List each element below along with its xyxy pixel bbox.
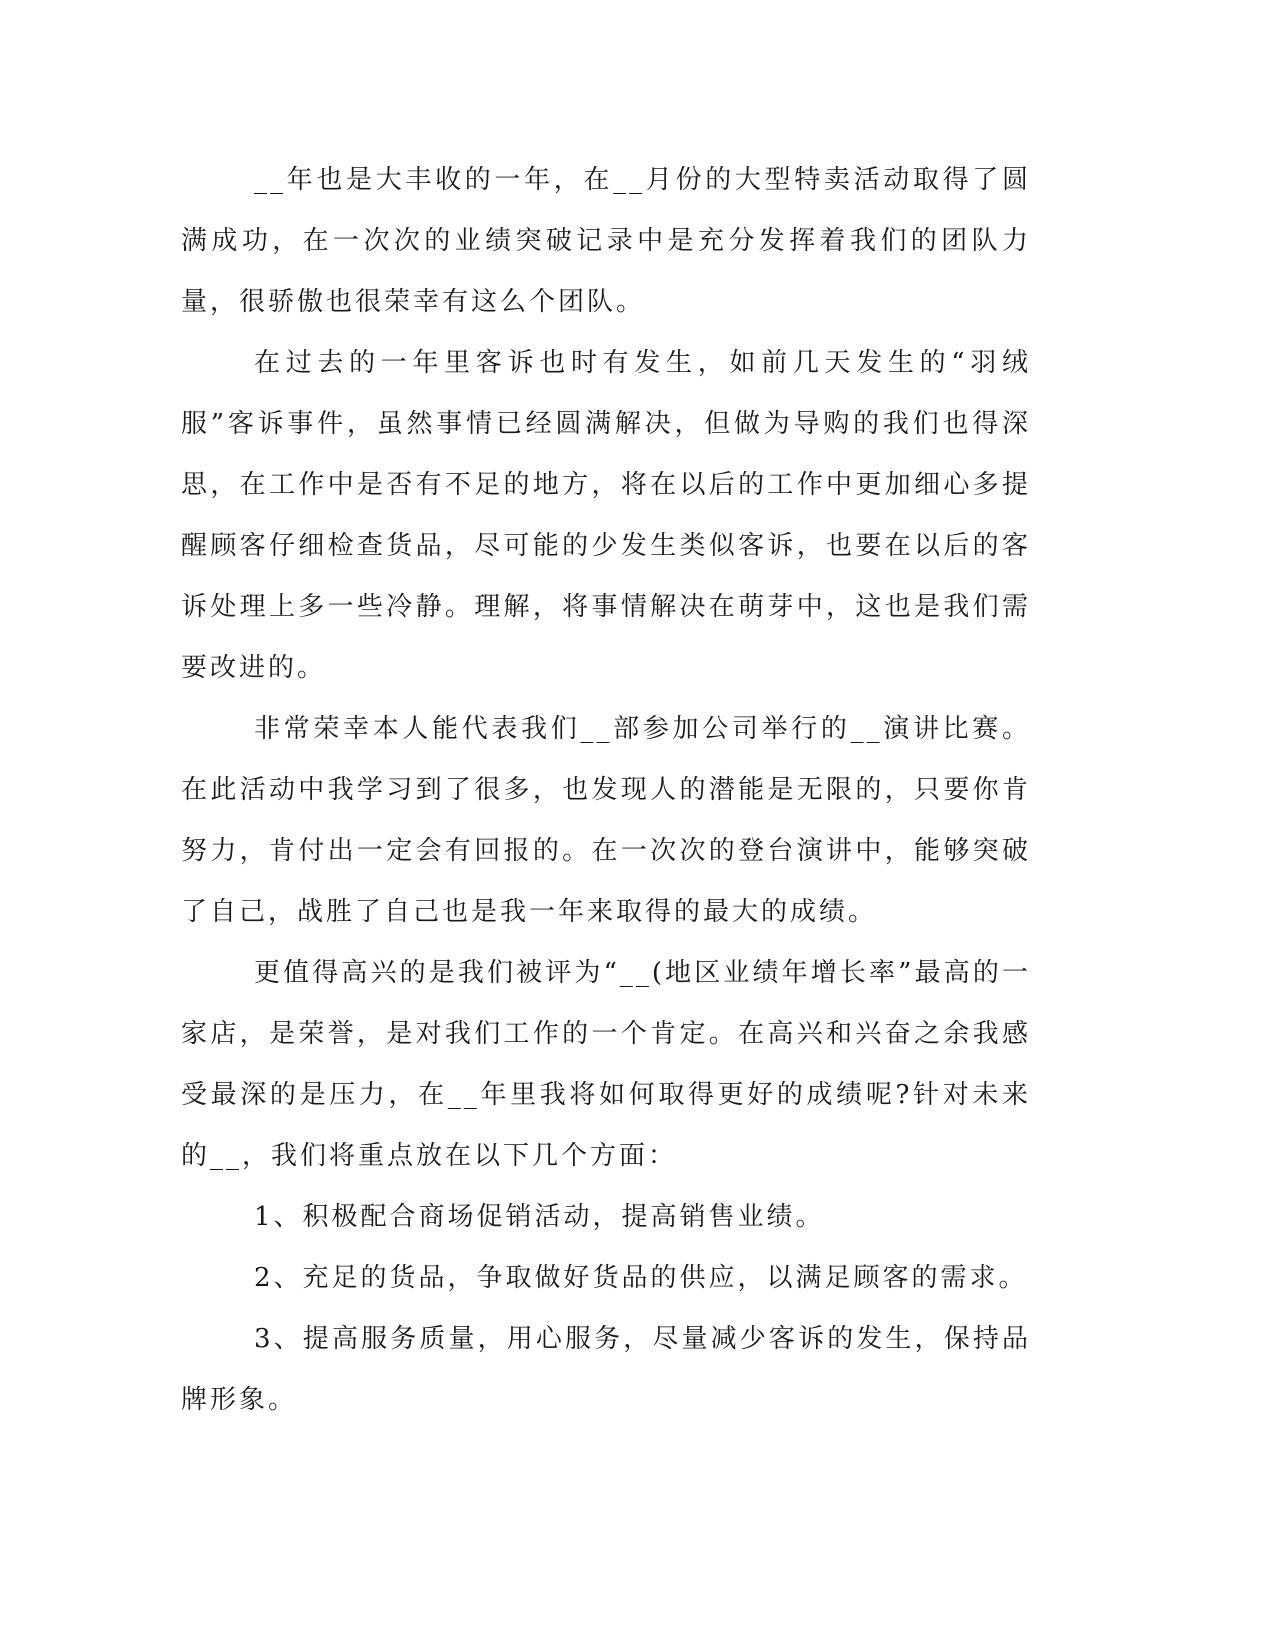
paragraph-honor-and-plan: 更值得高兴的是我们被评为“__(地区业绩年增长率”最高的一家店，是荣誉，是对我们工作的一个肯定。在高兴和兴奋之余我感受最深的是压力，在__年里我将如何取得更好的成绩呢?针对未来的__，我们将重点放在以下几个方面：	[181, 958, 1031, 1171]
list-item-promotion: 1、积极配合商场促销活动，提高销售业绩。	[254, 1202, 825, 1232]
document-body	[181, 150, 1031, 1431]
list-item-supply: 2、充足的货品，争取做好货品的供应，以满足顾客的需求。	[254, 1263, 1028, 1293]
paragraph-complaints: 在过去的一年里客诉也时有发生，如前几天发生的“羽绒服”客诉事件，虽然事情已经圆满解决，但做为导购的我们也得深思，在工作中是否有不足的地方，将在以后的工作中更加细心多提醒顾客仔细检查货品，尽可能的少发生类似客诉，也要在以后的客诉处理上多一些冷静。理解，将事情解决在萌芽中，这也是我们需要改进的。	[181, 348, 1031, 683]
paragraph-harvest-year: __年也是大丰收的一年，在__月份的大型特卖活动取得了圆满成功，在一次次的业绩突破记录中是充分发挥着我们的团队力量，很骄傲也很荣幸有这么个团队。	[181, 165, 1031, 317]
list-item-service: 3、提高服务质量，用心服务，尽量减少客诉的发生，保持品牌形象。	[181, 1324, 1031, 1415]
paragraph-speech-contest: 非常荣幸本人能代表我们__部参加公司举行的__演讲比赛。在此活动中我学习到了很多，也发现人的潜能是无限的，只要你肯努力，肯付出一定会有回报的。在一次次的登台演讲中，能够突破了自己，战胜了自己也是我一年来取得的最大的成绩。	[181, 714, 1031, 927]
